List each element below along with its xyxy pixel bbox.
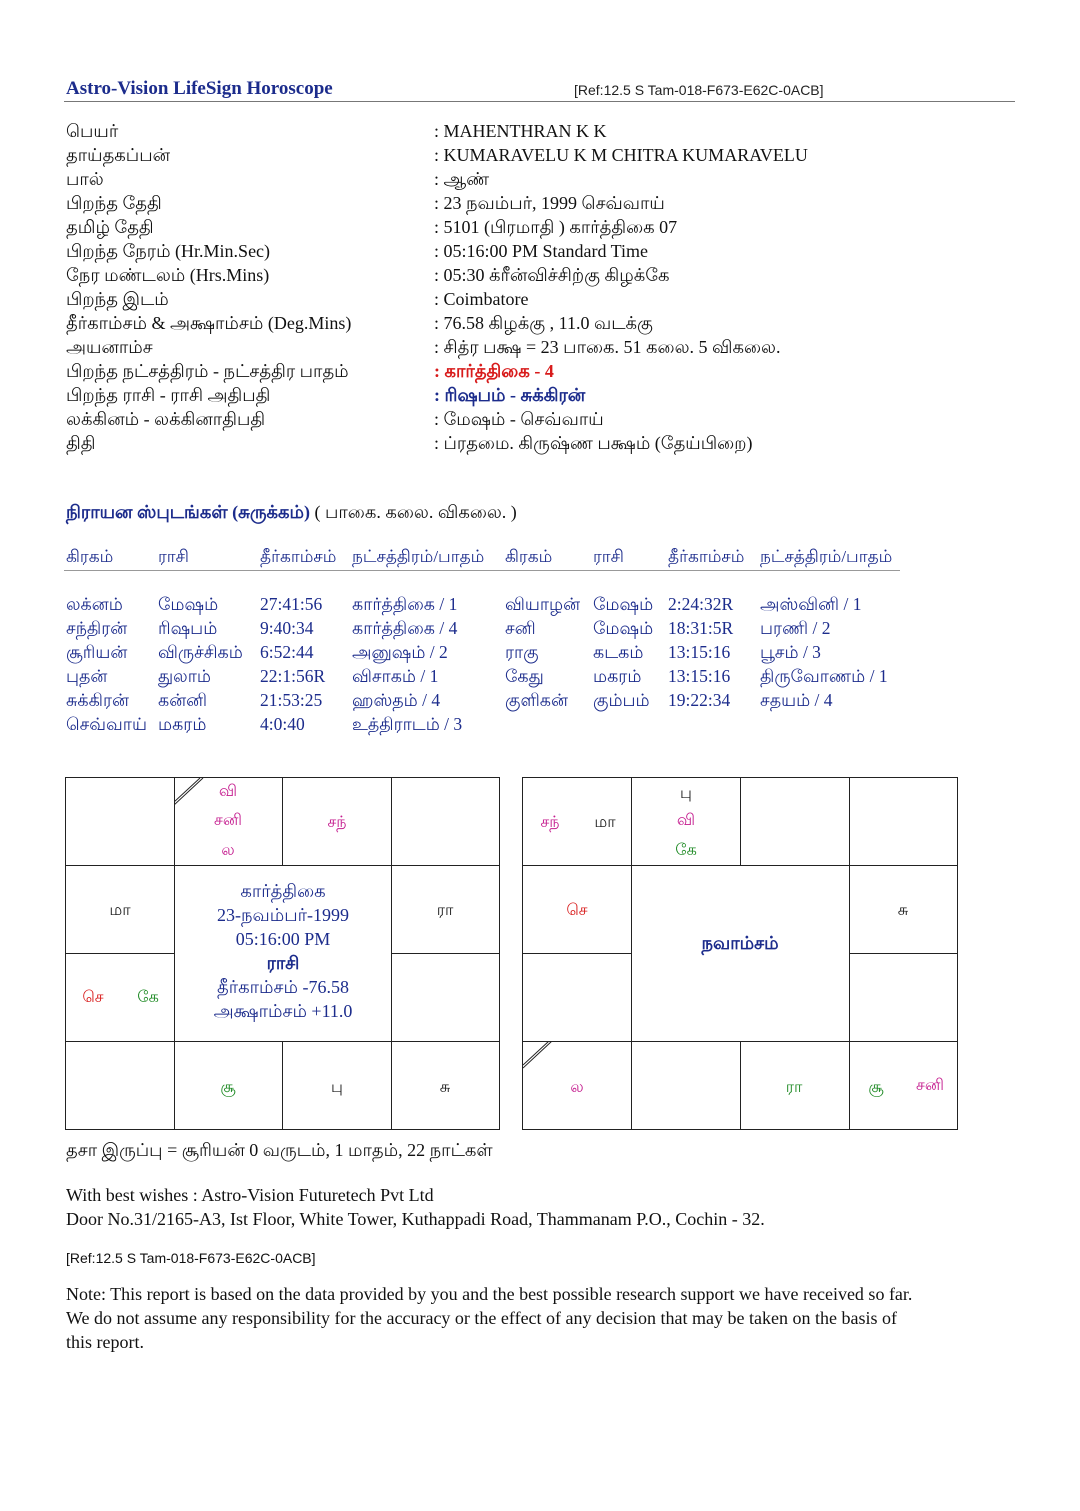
chart-gridline: [282, 1041, 283, 1129]
planet-longitude: 18:31:5R: [668, 618, 734, 638]
chart-gridline: [282, 778, 283, 865]
chart-gridline: [391, 778, 392, 1129]
detail-label: பிறந்த இடம்: [66, 289, 169, 309]
detail-label: தீர்காம்சம் & அக்ஷாம்சம் (Deg.Mins): [66, 313, 352, 333]
planet-name: கேது: [505, 666, 544, 686]
planet-name: ராகு: [505, 642, 539, 662]
footer-reference: [Ref:12.5 S Tam-018-F673-E62C-0ACB]: [66, 1250, 316, 1266]
planet-longitude: 21:53:25: [260, 690, 323, 710]
chart-gridline: [66, 953, 174, 954]
footer-note-line1: Note: This report is based on the data provided by you and the best possible research support we have received so far.: [66, 1284, 913, 1304]
navamsa-planet-ma: மா: [594, 814, 616, 831]
col-header: நட்சத்திரம்/பாதம்: [760, 547, 893, 566]
col-header: நட்சத்திரம்/பாதம்: [352, 547, 485, 566]
navamsa-chart: [522, 777, 958, 1130]
detail-label: தாய்தகப்பன்: [66, 145, 171, 165]
chart-gridline: [631, 865, 632, 1041]
col-header: ராசி: [593, 547, 624, 566]
col-header: தீர்காம்சம்: [668, 547, 745, 566]
chart-center-latitude: அக்ஷாம்சம் +11.0: [213, 1001, 353, 1021]
detail-label: பால்: [66, 169, 104, 189]
planet-longitude: 22:1:56R: [260, 666, 326, 686]
rasi-planet-vi: வி: [218, 783, 238, 800]
planet-longitude: 6:52:44: [260, 642, 314, 662]
positions-units: ( பாகை. கலை. விகலை. ): [314, 502, 517, 522]
planet-longitude: 19:22:34: [668, 690, 731, 710]
planet-longitude: 13:15:16: [668, 642, 731, 662]
planet-rasi: துலாம்: [158, 666, 211, 686]
chart-center-longitude: தீர்காம்சம் -76.58: [217, 977, 349, 997]
chart-center-time: 05:16:00 PM: [235, 929, 331, 949]
chart-center-title: ராசி: [266, 953, 300, 973]
detail-value: : 76.58 கிழக்கு , 11.0 வடக்கு: [434, 313, 653, 333]
detail-label: தமிழ் தேதி: [66, 217, 154, 237]
planet-rasi: மேஷம்: [593, 594, 654, 614]
planet-longitude: 13:15:16: [668, 666, 731, 686]
detail-value: : ரிஷபம் - சுக்கிரன்: [434, 385, 586, 405]
planet-rasi: ரிஷபம்: [158, 618, 218, 638]
chart-gridline: [631, 1041, 632, 1129]
planet-longitude: 4:0:40: [260, 714, 305, 734]
planet-rasi: மகரம்: [593, 666, 642, 686]
footer-note-line2: We do not assume any responsibility for the accuracy or the effect of any decision that may be taken on the basis of: [66, 1308, 897, 1328]
detail-label: பெயர்: [66, 121, 119, 141]
rasi-planet-sani: சனி: [214, 812, 242, 829]
detail-label: நேர மண்டலம் (Hrs.Mins): [66, 265, 270, 285]
report-brand-title: Astro-Vision LifeSign Horoscope: [66, 78, 333, 99]
planet-star-pada: சதயம் / 4: [760, 690, 833, 710]
detail-value: : சித்ர பக்ஷ = 23 பாகை. 51 கலை. 5 விகலை.: [434, 337, 781, 357]
detail-value: : ஆண்: [434, 169, 490, 189]
navamsa-planet-vi: வி: [676, 812, 696, 829]
chart-gridline: [849, 778, 850, 1129]
detail-value: : KUMARAVELU K M CHITRA KUMARAVELU: [434, 145, 808, 165]
header-underline: [64, 570, 900, 571]
navamsa-planet-san: சந்: [540, 814, 560, 831]
col-header: கிரகம்: [505, 547, 553, 566]
col-header: ராசி: [158, 547, 189, 566]
detail-value: : Coimbatore: [434, 289, 529, 309]
chart-gridline: [391, 953, 499, 954]
detail-value: : 5101 (பிரமாதி ) கார்த்திகை 07: [434, 217, 678, 237]
chart-gridline: [740, 778, 741, 865]
chart-gridline: [523, 953, 631, 954]
detail-label: பிறந்த நட்சத்திரம் - நட்சத்திர பாதம்: [66, 361, 349, 381]
rasi-planet-soo: சூ: [220, 1079, 236, 1096]
rasi-planet-ra: ரா: [436, 902, 454, 919]
planet-rasi: மேஷம்: [158, 594, 219, 614]
planet-rasi: கடகம்: [593, 642, 644, 662]
planet-name: சூரியன்: [66, 642, 128, 662]
rasi-planet-ma: மா: [109, 902, 131, 919]
chart-gridline: [631, 778, 632, 865]
detail-label: அயனாம்ச: [66, 337, 153, 357]
detail-value: : கார்த்திகை - 4: [434, 361, 554, 381]
detail-label: பிறந்த ராசி - ராசி அதிபதி: [66, 385, 271, 405]
detail-label: லக்கினம் - லக்கினாதிபதி: [66, 409, 266, 429]
planet-name: செவ்வாய்: [66, 714, 147, 734]
detail-value: : ப்ரதமை. கிருஷ்ண பக்ஷம் (தேய்பிறை): [434, 433, 753, 453]
detail-value: : மேஷம் - செவ்வாய்: [434, 409, 604, 429]
planet-star-pada: ஹஸ்தம் / 4: [352, 690, 441, 710]
col-header: தீர்காம்சம்: [260, 547, 337, 566]
navamsa-planet-ra: ரா: [785, 1079, 803, 1096]
rasi-lagna: ல: [221, 842, 235, 859]
chart-center-star: கார்த்திகை: [240, 881, 326, 901]
detail-value: : 23 நவம்பர், 1999 செவ்வாய்: [434, 193, 665, 213]
planet-star-pada: பரணி / 2: [760, 618, 831, 638]
lagna-marker-icon: [174, 778, 206, 806]
planet-star-pada: பூசம் / 3: [760, 642, 821, 662]
planet-name: சனி: [505, 618, 536, 638]
navamsa-planet-sani: சனி: [916, 1077, 944, 1094]
planet-star-pada: கார்த்திகை / 4: [352, 618, 458, 638]
detail-value: : 05:16:00 PM Standard Time: [434, 241, 649, 261]
planet-rasi: மகரம்: [158, 714, 207, 734]
planet-rasi: விருச்சிகம்: [158, 642, 243, 662]
navamsa-title: நவாம்சம்: [701, 933, 779, 953]
dasa-balance: தசா இருப்பு = சூரியன் 0 வருடம், 1 மாதம், 22 நாட்கள்: [66, 1140, 493, 1160]
planet-name: சுக்கிரன்: [66, 690, 129, 710]
report-reference: [Ref:12.5 S Tam-018-F673-E62C-0ACB]: [574, 82, 824, 98]
navamsa-lagna: ல: [570, 1079, 584, 1096]
planet-longitude: 2:24:32R: [668, 594, 734, 614]
detail-value: : 05:30 க்ரீன்விச்சிற்கு கிழக்கே: [434, 265, 670, 285]
positions-section-title: [66, 502, 517, 525]
chart-gridline: [66, 865, 499, 866]
planet-star-pada: திருவோணம் / 1: [760, 666, 888, 686]
header-divider: [64, 101, 1015, 102]
planet-name: வியாழன்: [505, 594, 581, 614]
rasi-planet-ke: கே: [137, 989, 159, 1006]
planet-rasi: கன்னி: [158, 690, 208, 710]
lagna-marker-icon: [523, 1041, 555, 1069]
navamsa-planet-se: செ: [566, 902, 588, 919]
planet-rasi: மேஷம்: [593, 618, 654, 638]
chart-gridline: [849, 953, 957, 954]
rasi-planet-pu: பு: [331, 1079, 343, 1096]
chart-center-date: 23-நவம்பர்-1999: [216, 905, 350, 925]
footer-wishes: With best wishes : Astro-Vision Futuretech Pvt Ltd: [66, 1185, 434, 1205]
planet-name: சந்திரன்: [66, 618, 128, 638]
planet-star-pada: உத்திராடம் / 3: [352, 714, 463, 734]
planet-name: லக்னம்: [66, 594, 123, 614]
planet-star-pada: அஸ்வினி / 1: [760, 594, 862, 614]
rasi-planet-san: சந்: [327, 814, 347, 831]
navamsa-planet-pu: பு: [680, 785, 692, 802]
chart-gridline: [174, 778, 175, 1129]
planet-star-pada: கார்த்திகை / 1: [352, 594, 458, 614]
col-header: கிரகம்: [66, 547, 114, 566]
chart-gridline: [523, 865, 957, 866]
planet-rasi: கும்பம்: [593, 690, 650, 710]
navamsa-planet-soo: சூ: [868, 1079, 884, 1096]
planet-star-pada: விசாகம் / 1: [352, 666, 439, 686]
positions-title: நிராயன ஸ்புடங்கள் (சுருக்கம்): [66, 502, 311, 522]
rasi-planet-su: சு: [439, 1079, 451, 1096]
navamsa-planet-su: சு: [897, 902, 909, 919]
detail-value: : MAHENTHRAN K K: [434, 121, 607, 141]
planet-name: குளிகன்: [505, 690, 568, 710]
detail-label: பிறந்த நேரம் (Hr.Min.Sec): [66, 241, 271, 261]
chart-gridline: [740, 1041, 741, 1129]
detail-label: பிறந்த தேதி: [66, 193, 162, 213]
footer-address: Door No.31/2165-A3, Ist Floor, White Tower, Kuthappadi Road, Thammanam P.O., Cochin - 32.: [66, 1209, 765, 1229]
planet-name: புதன்: [66, 666, 108, 686]
rasi-planet-se: செ: [82, 989, 104, 1006]
planet-longitude: 9:40:34: [260, 618, 314, 638]
rasi-chart: [65, 777, 500, 1130]
navamsa-planet-ke: கே: [675, 842, 697, 859]
planet-star-pada: அனுஷம் / 2: [352, 642, 448, 662]
planet-longitude: 27:41:56: [260, 594, 323, 614]
footer-note-line3: this report.: [66, 1332, 144, 1352]
detail-label: திதி: [66, 433, 96, 453]
